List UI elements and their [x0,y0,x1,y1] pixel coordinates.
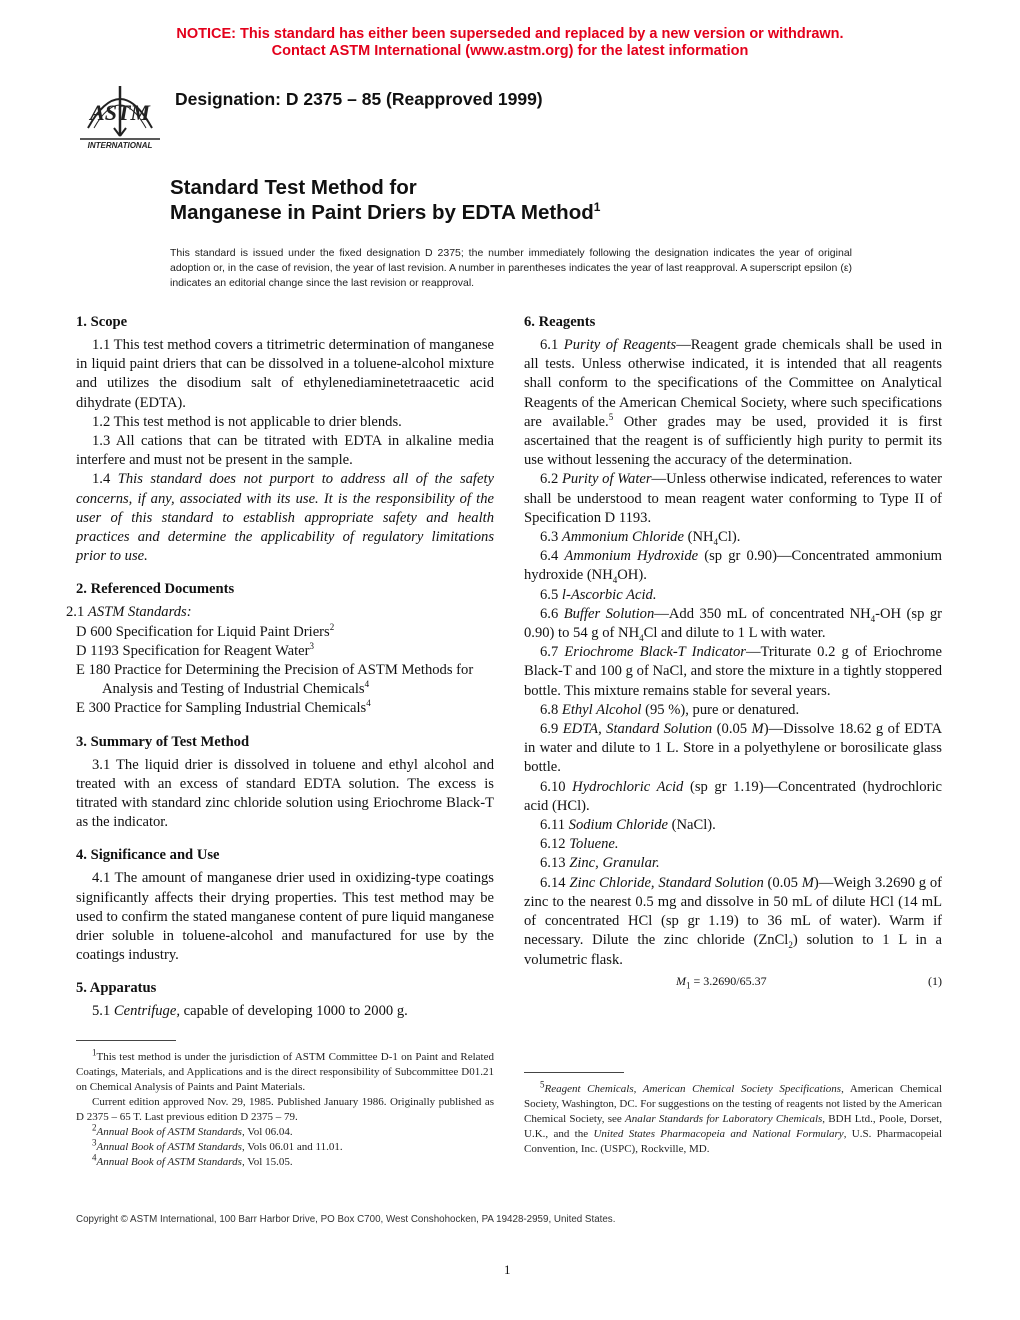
equation-1 [524,972,942,992]
para-6-14-b: )—Weigh 3.2690 g of zinc to the nearest 0.5 mg and dissolve in 50 mL of dilute HCl (14 mL of concentrated HCl (sp gr 1.19) to 36 mL of water). Warm if necessary. Dilute the zinc chloride (ZnCl [524,874,942,949]
para-1-3: 1.3 All cations that can be titrated with EDTA in alkaline media interfere and must not be present in the sample. [76,433,494,469]
para-6-11 [524,816,942,835]
right-column [524,312,942,992]
footnote-rule-right [524,1072,624,1073]
ref-e180-sup: 4 [364,679,370,690]
para-6-3-term: Ammonium Chloride [561,529,684,546]
footnote-4-book: Annual Book of ASTM Standards [96,1156,242,1168]
equation-formula [676,972,767,991]
footnote-4-text: , Vol 15.05. [241,1156,293,1168]
para-6-4-a: (sp gr 0.90)—Concentrated ammonium hydroxide (NH [524,548,942,584]
para-6-6-a: —Add 350 mL of concentrated NH [654,605,871,622]
para-6-3-sub: 4 [713,536,719,547]
para-6-9-a: (0.05 [716,721,748,738]
para-6-6-b: -OH (sp gr 0.90) to 54 g of NH [524,605,942,642]
footnote-5-title: Reagent Chemicals, American Chemical Society Specifications [544,1083,842,1095]
para-6-14-a: (0.05 [767,874,798,891]
para-6-13-num: 6.13 [540,855,566,872]
equation-m: M [676,973,686,988]
para-1-1: 1.1 This test method covers a titrimetric determination of manganese in liquid paint driers that can be dissolved in a toluene-alcohol mixture and utilizes the disodium salt of ethylenediaminetetraacetic acid dihydrate (EDTA). [76,337,494,411]
ref-d1193-text: D 1193 Specification for Reagent Water [76,642,310,659]
ref-e300-text: E 300 Practice for Sampling Industrial Chemicals [76,700,367,717]
para-6-4-b: OH). [617,567,647,584]
notice-line-2: Contact ASTM International (www.astm.org) for the latest information [271,43,749,59]
para-6-3-b: Cl). [718,529,741,546]
para-6-8-num: 6.8 [540,701,559,718]
para-6-1-sup: 5 [608,411,614,422]
para-6-7 [524,643,942,701]
footnote-5-b: , BDH Ltd., Poole, Dorset, U.K., and the [524,1113,942,1140]
ref-2-1 [66,603,494,622]
para-1-4 [76,470,494,566]
para-6-7-num: 6.7 [540,644,559,661]
document-title [170,175,600,225]
para-6-8-term: Ethyl Alcohol [561,701,642,718]
equation-number: (1) [928,973,942,988]
section-heading-significance: 4. Significance and Use [76,847,220,864]
footnote-3-mark: 3 [92,1137,97,1148]
ref-2-1-num: 2.1 [66,604,85,621]
para-6-14-molar: M [801,874,814,891]
footnote-4 [76,1152,494,1170]
para-6-13 [524,854,942,873]
para-6-1 [524,336,942,470]
para-6-14 [524,874,942,970]
footnote-rule-left [76,1040,176,1041]
copyright: Copyright © ASTM International, 100 Barr Harbor Drive, PO Box C700, West Conshohocken, PA 19428-2959, United States. [76,1214,616,1225]
para-6-3-a: (NH [687,529,714,546]
para-6-10-num: 6.10 [540,778,566,795]
footnote-5-mark: 5 [540,1079,545,1090]
ref-e180 [76,661,494,699]
footnote-1b: Current edition approved Nov. 29, 1985. Published January 1986. Originally published as D 2375 – 65 T. Last previous edition D 2375 – 79. [76,1096,494,1123]
equation-rest: = 3.2690/65.37 [693,973,767,988]
para-6-11-text: (NaCl). [671,817,716,834]
para-6-6-term: Buffer Solution [563,605,655,622]
para-5-1-term: Centrifuge, [113,1003,180,1020]
section-heading-scope: 1. Scope [76,314,128,330]
para-6-10 [524,778,942,816]
ref-d600-sup: 2 [329,621,335,632]
para-6-3 [524,528,942,547]
para-6-6-num: 6.6 [540,605,559,622]
para-6-5-num: 6.5 [540,586,559,603]
ref-d600-text: D 600 Specification for Liquid Paint Driers [76,623,330,640]
para-1-4-text: This standard does not purport to address all of the safety concerns, if any, associated with its use. It is the responsibility of the user of this standard to establish appropriate safety and health practices and determine the applicability of regulatory limitations prior to use. [76,471,494,565]
para-6-14-c: ) solution to 1 L in a volumetric flask. [524,932,943,968]
para-6-1-end: Other grades may be used, provided it is first ascertained that the reagent is of sufficiently high purity to permit its use without lessening the accuracy of the determination. [524,413,942,469]
para-6-1-text: —Reagent grade chemicals shall be used in all tests. Unless otherwise indicated, it is intended that all reagents shall conform to the specifications of the Committee on Analytical Reagents of the American Chemical Society, where such specifications are available. [524,337,942,430]
title-line-2: Manganese in Paint Driers by EDTA Method [170,201,594,224]
ref-d1193-sup: 3 [309,640,314,651]
ref-e300 [76,699,494,718]
para-6-6-sub1: 4 [870,613,876,624]
title-line-1: Standard Test Method for [170,176,417,199]
ref-e300-sup: 4 [366,698,371,709]
para-6-5-term: l-Ascorbic Acid. [561,586,657,603]
ref-2-1-text: ASTM Standards: [87,604,192,621]
logo-subtext: INTERNATIONAL [87,141,153,150]
para-6-14-sub: 2 [788,940,793,951]
footnote-5-book1: Analar Standards for Laboratory Chemicals [625,1113,823,1125]
footnote-4-mark: 4 [92,1152,97,1163]
para-6-7-text: —Triturate 0.2 g of Eriochrome Black-T and 100 g of NaCl, and store the mixture in a tightly stoppered bottle. This mixture remains stable for several years. [524,644,942,699]
para-6-9-b: )—Dissolve 18.62 g of EDTA in water and dilute to 1 L. Store in a polyethylene or borosilicate glass bottle. [524,721,942,776]
para-6-4 [524,547,942,585]
para-6-11-term: Sodium Chloride [568,817,668,834]
para-5-1 [76,1002,494,1021]
footnote-1-text: This test method is under the jurisdiction of ASTM Committee D-1 on Paint and Related Coatings, Materials, and Applications and is the direct responsibility of Subcommittee D01.21 on Chemical Analysis of Paints and Paint Materials. [76,1051,494,1093]
para-1-4-num: 1.4 [92,471,111,488]
para-6-1-num: 6.1 [540,337,559,353]
para-3-1: 3.1 The liquid drier is dissolved in toluene and ethyl alcohol and treated with an excess of standard EDTA solution. The excess is titrated with standard zinc chloride solution using Eriochrome Black-T as the indicator. [76,756,494,831]
footnote-3 [76,1137,494,1155]
para-6-12 [524,835,942,854]
page-number: 1 [504,1262,511,1277]
section-heading-referenced-documents: 2. Referenced Documents [76,581,235,598]
para-6-4-term: Ammonium Hydroxide [564,548,699,565]
footnote-2 [76,1122,494,1140]
para-6-9 [524,720,942,778]
footnote-5-a: , American Chemical Society, Washington, DC. For suggestions on the testing of reagents not listed by the American Chemical Society, see [524,1083,942,1125]
footnote-2-text: , Vol 06.04. [241,1126,293,1138]
intro-paragraph: This standard is issued under the fixed designation D 2375; the number immediately following the designation indicates the year of original adoption or, in the case of revision, the year of last revision. A number in parentheses indicates the year of last reapproval. A superscript epsilon (ε) indicates an editorial change since the last revision or reapproval. [170,247,852,289]
para-6-9-num: 6.9 [540,721,559,738]
section-heading-apparatus: 5. Apparatus [76,980,157,997]
para-4-1: 4.1 The amount of manganese drier used in oxidizing-type coatings significantly affects their drying properties. This test method may be used to confirm the stated manganese content of pure liquid manganese drier soluble in toluene-alcohol and manufactured for use by the coatings industry. [76,870,494,964]
para-6-8 [524,701,942,720]
para-5-1-text: capable of developing 1000 to 2000 g. [183,1003,408,1020]
para-1-2: 1.2 This test method is not applicable to drier blends. [92,413,402,430]
para-6-11-num: 6.11 [540,817,565,834]
para-6-3-num: 6.3 [540,529,559,546]
section-heading-reagents: 6. Reagents [524,314,596,330]
ref-d1193 [76,642,494,661]
footnote-1-mark: 1 [92,1047,97,1058]
para-6-9-term: EDTA, Standard Solution [562,721,713,738]
para-6-6 [524,605,942,643]
designation: Designation: D 2375 – 85 (Reapproved 1999) [175,89,543,109]
para-6-4-sub: 4 [612,575,618,586]
para-6-10-text: (sp gr 1.19)—Concentrated (hydrochloric acid (HCl). [524,778,942,814]
para-6-2-num: 6.2 [540,471,559,488]
para-6-9-molar: M [751,721,764,738]
para-6-2 [524,470,942,528]
footnote-5-book2: United States Pharmacopeia and National Formulary [593,1128,844,1140]
footnote-3-book: Annual Book of ASTM Standards [96,1141,242,1153]
para-6-14-term: Zinc Chloride, Standard Solution [569,874,764,891]
para-5-1-num: 5.1 [92,1003,111,1020]
para-6-7-term: Eriochrome Black-T Indicator [564,644,746,661]
para-6-14-num: 6.14 [540,874,566,891]
left-column [66,312,494,1022]
para-6-12-term: Toluene. [569,836,619,853]
footnotes-left [76,1047,494,1170]
footnote-1 [76,1047,494,1095]
footnotes-right [524,1079,942,1157]
para-6-1-term: Purity of Reagents [563,337,677,353]
footnote-2-mark: 2 [92,1122,97,1133]
notice-line-1: NOTICE: This standard has either been superseded and replaced by a new version or withdrawn. [176,26,844,42]
para-6-13-term: Zinc, Granular. [569,855,660,872]
ref-e180-text: E 180 Practice for Determining the Precision of ASTM Methods for Analysis and Testing of Industrial Chemicals [76,662,474,698]
para-6-6-sub2: 4 [639,632,644,643]
footnote-2-book: Annual Book of ASTM Standards [96,1126,242,1138]
logo-text: ASTM [90,100,150,125]
para-6-2-text: —Unless otherwise indicated, references to water shall be understood to mean reagent water conforming to Type II of Specification D 1193. [524,471,942,526]
para-6-8-text: (95 %), pure or denatured. [645,701,800,718]
para-6-4-num: 6.4 [540,548,559,565]
equation-sub: 1 [686,980,691,991]
ref-d600 [76,623,494,642]
footnote-3-text: , Vols 06.01 and 11.01. [241,1141,343,1153]
para-6-10-term: Hydrochloric Acid [572,778,684,795]
astm-logo [78,78,162,150]
section-heading-summary: 3. Summary of Test Method [76,733,250,750]
para-6-12-num: 6.12 [540,836,566,853]
title-footnote-mark: 1 [593,200,601,215]
footnote-5-c: , U.S. Pharmacopeial Convention, Inc. (USPC), Rockville, MD. [524,1128,942,1155]
footnote-5 [524,1079,942,1157]
withdrawal-notice [0,26,1020,60]
para-6-5 [524,586,942,605]
para-6-6-c: Cl and dilute to 1 L with water. [643,625,826,642]
para-6-2-term: Purity of Water [561,471,652,488]
